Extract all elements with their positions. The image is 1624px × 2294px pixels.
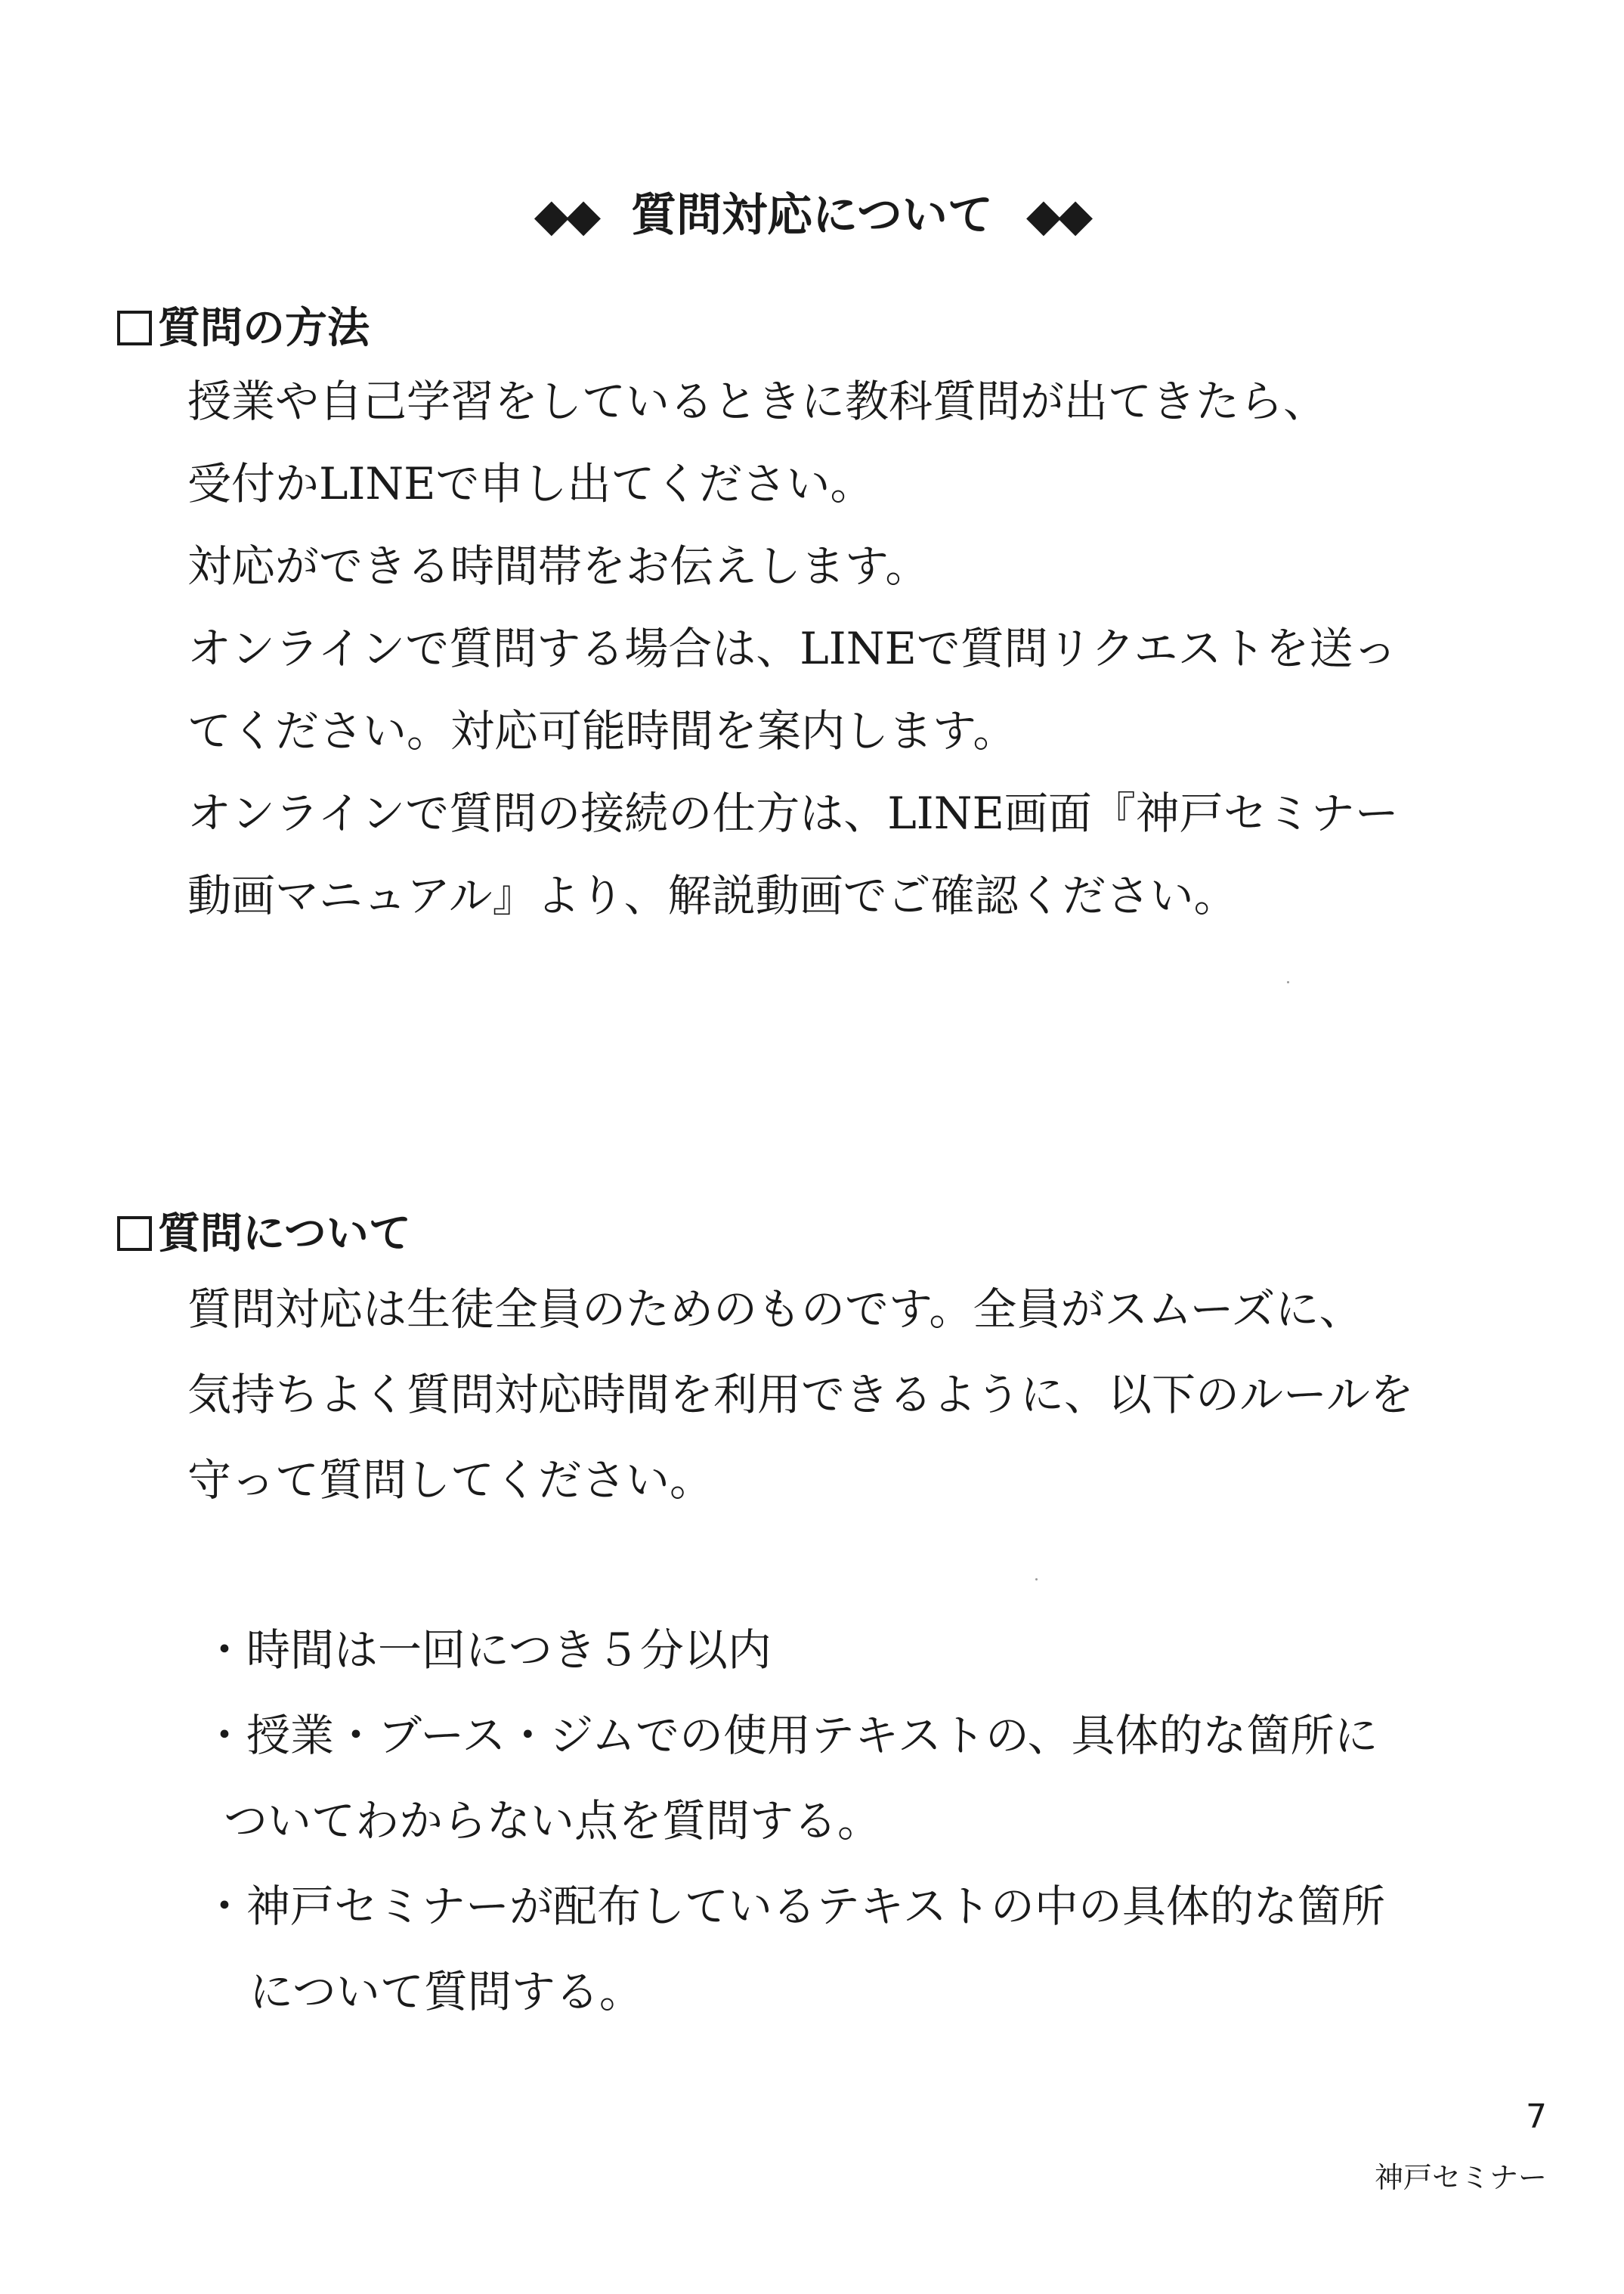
scan-speck [1287,981,1289,983]
section-method-body [187,361,1399,937]
section-heading-about-text: 質問について [158,1209,411,1258]
body-line: オンラインで質問する場合は、LINEで質問リクエストを送っ [187,623,1397,674]
body-line: 質問対応は生徒全員のためのものです。全員がスムーズに、 [187,1283,1363,1335]
scan-speck [1035,1578,1038,1580]
body-line: 受付かLINEで申し出てください。 [187,458,874,509]
body-line: てください。対応可能時間を案内します。 [187,705,1017,757]
body-line: 授業や自己学習をしているときに教科質問が出てきたら、 [187,376,1328,427]
section-heading-method-text: 質問の方法 [158,304,370,353]
page-title-text: 質問対応について [631,189,993,242]
list-item-text: ・時間は一回につき５分以内 [203,1624,772,1676]
page-number: 7 [1526,2097,1547,2136]
body-line: 気持ちよく質問対応時間を利用できるように、以下のルールを [187,1369,1414,1420]
section-about-body [187,1267,1414,1523]
footer-label: 神戸セミナー [1374,2161,1547,2194]
body-line: 対応ができる時間帯をお伝えします。 [187,540,930,592]
list-item-continuation: について質問する。 [249,1966,643,2017]
body-line: オンラインで質問の接続の仕方は、LINE画面『神戸セミナー [187,788,1399,839]
body-line: 動画マニュアル』より、解説動画でご確認ください。 [187,870,1238,921]
checkbox-icon [117,311,152,345]
section-heading-about [117,1208,411,1261]
list-item-continuation: ついてわからない点を質問する。 [224,1795,882,1847]
list-item [203,1693,1385,1864]
checkbox-icon [117,1216,152,1251]
body-line: 守って質問してください。 [187,1454,714,1506]
list-item [203,1608,1385,1693]
list-item-text: ・神戸セミナーが配布しているテキストの中の具体的な箇所 [203,1881,1385,1932]
section-heading-method [117,302,370,355]
rules-list [203,1608,1385,2035]
diamond-ornament-left-icon: ◆◆ [534,189,599,242]
page-title [0,185,1624,246]
list-item [203,1864,1385,2035]
diamond-ornament-right-icon: ◆◆ [1025,189,1090,242]
list-item-text: ・授業・ブース・ジムでの使用テキストの、具体的な箇所に [203,1710,1378,1761]
